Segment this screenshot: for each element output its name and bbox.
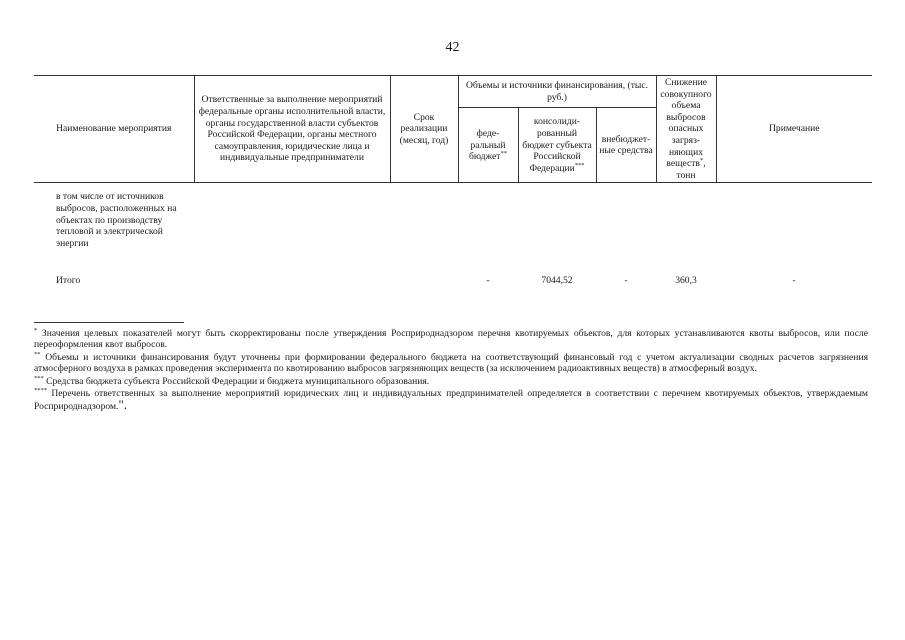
cell-note: - [792,275,796,287]
footnote-mark: *** [34,374,44,382]
table-row-total [34,275,872,289]
cell-name: Итого [56,275,81,287]
footnote-mark: **** [34,386,47,394]
footnote-ref: *** [574,161,585,169]
footnote-4: **** Перечень ответственных за выполнение мероприятий юридических лиц и индивидуальных предпринимателей определяется в соответствии с перечнем квотируемых объектов, утверждаемым Росприроднадзором.". [34,386,868,413]
header-note: Примечание [716,76,872,183]
header-funding-group: Объемы и источники финансирования, (тыс. руб.) [458,76,656,108]
footnotes [34,328,868,414]
footnote-ref: * [699,156,704,164]
header-name: Наименование мероприятия [34,76,194,183]
cell-reduction [656,191,716,275]
footnote-mark: ** [34,350,41,358]
header-reduction: Снижение совокупного объема выбросов опасных загряз- няющих веществ*, тонн [656,76,716,183]
cell-federal: - [486,275,490,287]
cell-extrabudget: - [624,275,628,287]
cell-federal [458,191,518,275]
cell-consolidated: 7044,52 [541,275,573,287]
cell-extrabudget [596,191,656,275]
cell-name: в том числе от источников выбросов, расположенных на объектах по производству тепловой и электрической энергии [56,191,177,249]
cell-term [390,191,458,275]
header-responsible: Ответственные за выполнение мероприятий федеральные органы исполнительной власти, органы государственной власти субъектов Российской Федерации, органы местного самоуправления, юридические лица и индивидуальные предприниматели [194,76,390,183]
header-extrabudget: внебюджет- ные средства [596,108,656,183]
footnote-1: * Значения целевых показателей могут быть скорректированы после утверждения Росприроднадзором перечня квотируемых объектов, для которых устанавливаются квоты выбросов, или после переоформления квот выбросов. [34,326,868,351]
header-federal: феде- ральный бюджет** [458,108,518,183]
closing-quote: ". [118,397,128,413]
footnote-3: *** Средства бюджета субъекта Российской Федерации и бюджета муниципального образования. [34,374,430,387]
cell-note [716,191,872,275]
footnote-divider [34,322,184,323]
page-number: 42 [445,40,460,55]
table-row [34,191,872,275]
cell-reduction: 360,3 [675,275,697,287]
cell-responsible [194,191,390,275]
footnote-mark: * [34,326,38,334]
footnote-ref: ** [500,149,507,157]
measures-table [34,75,872,289]
header-consolidated: консолиди- рованный бюджет субъекта Российской Федерации*** [518,108,596,183]
cell-consolidated [518,191,596,275]
footnote-2: ** Объемы и источники финансирования будут уточнены при формировании федерального бюджета на соответствующий финансовый год с учетом актуализации сводных расчетов загрязнения атмосферного воздуха в рамках проведения эксперимента по квотированию выбросов загрязняющих веществ (за исключением радиоактивных веществ) в атмосферный воздух. [34,350,868,375]
cell-responsible [194,275,390,289]
header-term: Срок реализации (месяц, год) [390,76,458,183]
cell-term [390,275,458,289]
